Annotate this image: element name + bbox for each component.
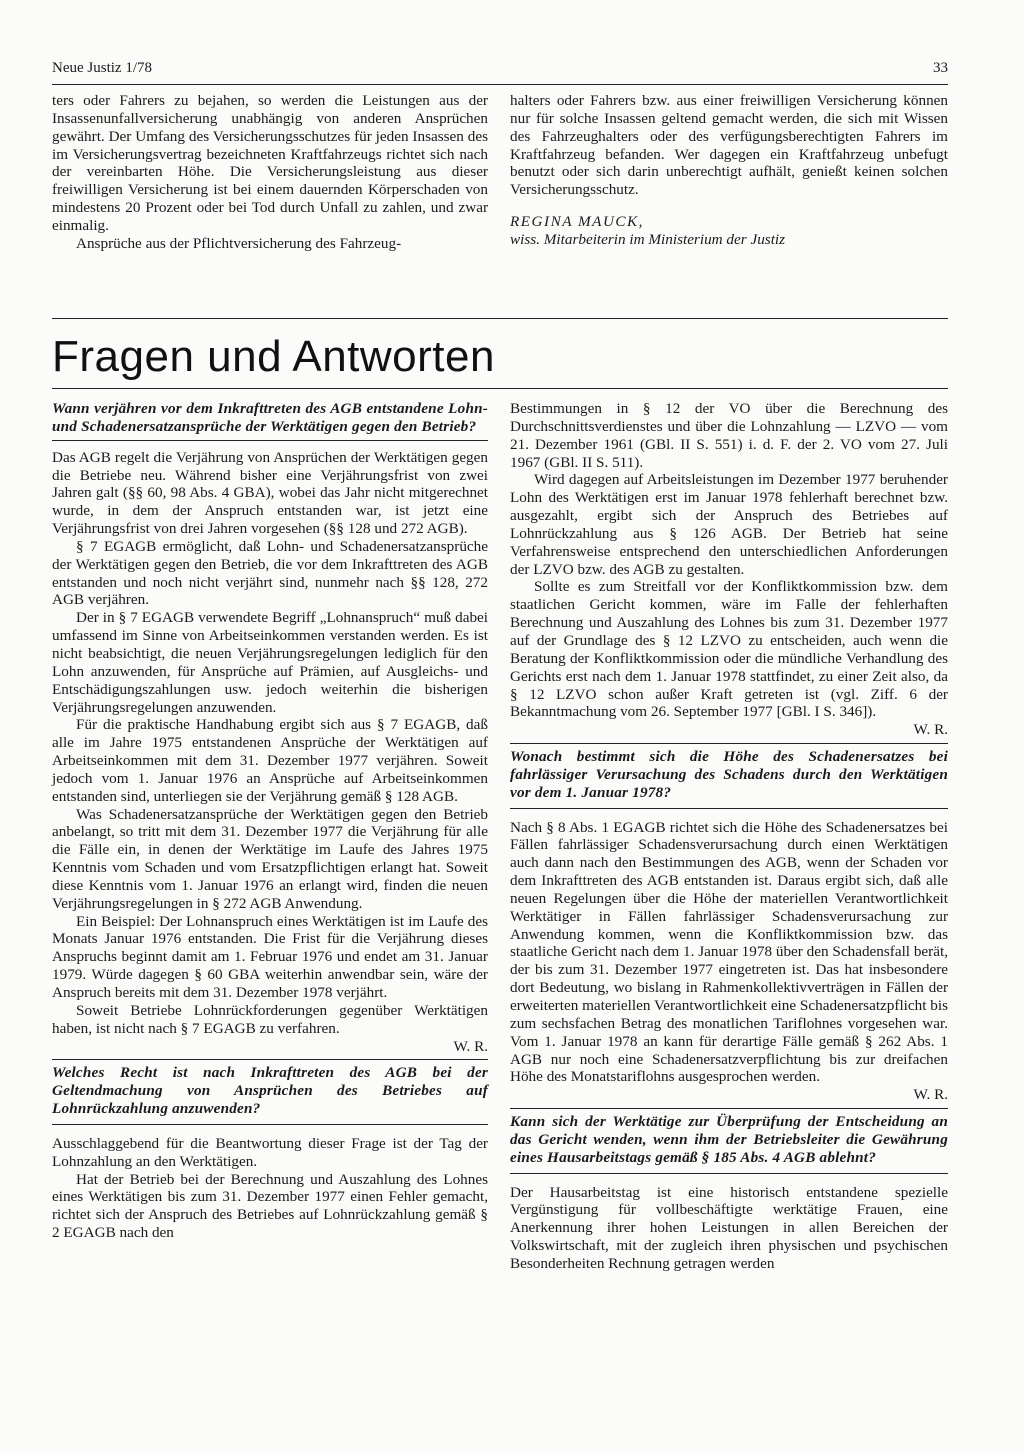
answer-paragraph: Sollte es zum Streitfall vor der Konfliktkommission bzw. dem staatlichen Gericht kommen, wäre im Falle der fehlerhaften Berechnung und Auszahlung des Lohnes bis zum 31. Dezember 1977 auf der Grundlage des § 12 LZVO zu entscheiden, auch wenn die Beratung der Konfliktkommission oder die mündliche Verhandlung des Gerichts erst nach dem 1. Januar 1978 stattfindet, zu einer Zeit also, da § 12 LZVO schon außer Kraft getreten ist (vgl. Ziff. 6 der Bekanntmachung vom 26. September 1977 [GBl. I S. 346]). [510,578,948,721]
answer-paragraph: Der in § 7 EGAGB verwendete Begriff „Lohnanspruch“ muß dabei umfassend im Sinne von Arbeitseinkommen verstanden werden. Es ist nicht beabsichtigt, die neuen Verjährungsregelungen lediglich für den Lohn anzuwenden, für Ansprüche auf Prämien, auf Ausgleichs- und Entschädigungszahlungen usw. jedoch weiterhin die bisherigen Verjährungsregelungen anzuwenden. [52,609,488,716]
left-column [52,392,488,1242]
answer-paragraph: Ausschlaggebend für die Beantwortung dieser Frage ist der Tag der Lohnzahlung an den Werktätigen. [52,1134,488,1170]
section-divider [52,388,948,389]
question-box [52,1059,488,1125]
section-divider [52,318,948,319]
question-box [510,1108,948,1174]
answer-paragraph: Was Schadenersatzansprüche der Werktätigen gegen den Betrieb anbelangt, so tritt mit dem 31. Dezember 1977 die Verjährung für alle die Fälle ein, in denen der Werktätige im Laufe des Jahres 1975 Kenntnis vom Schaden und vom Ersatzpflichtigen erlangt hat. Soweit diese Kenntnis vom 1. Januar 1976 an erlangt wird, finden die neuen Verjährungsregelungen in § 272 AGB Anwendung. [52,805,488,912]
answer-paragraph: Nach § 8 Abs. 1 EGAGB richtet sich die Höhe des Schadenersatzes bei Fällen fahrlässiger Schadensverursachung durch einen Werktätigen auch dann nach den Bestimmungen des AGB, wenn der Schaden vor dem Inkrafttreten des AGB entstanden ist. Daraus ergibt sich, daß alle neuen Regelungen über die Höhe der materiellen Verantwortlichkeit Werktätiger in Fällen fahrlässiger Schadensverursachung zur Anwendung kommen, wenn die Konfliktkommission bzw. das staatliche Gericht nach dem 1. Januar 1978 über den Schadensfall berät, der bis zum 31. Dezember 1977 eingetreten ist. Das hat insbesondere dort Bedeutung, wo bislang in Rahmenkollektivverträgen in Fällen der erweiterten materiellen Verantwortlichkeit eine Schadenersatzpflicht bis zum sechsfachen Betrag des monatlichen Tariflohnes vorgesehen war. Vom 1. Januar 1978 an kann für derartige Fälle gemäß § 262 Abs. 1 AGB nur noch eine Schadenersatzverpflichtung bis zur dreifachen Höhe des Monatstariflohns ausgesprochen werden. [510,818,948,1086]
answer-paragraph: Ein Beispiel: Der Lohnanspruch eines Werktätigen ist im Laufe des Monats Januar 1976 entstanden. Die Frist für die Verjährung dieses Anspruchs beginnt damit am 1. Februar 1976 und endet am 31. Januar 1979. Würde dagegen § 60 GBA weiterhin anwendbar sein, wäre der Anspruch bereits mit dem 31. Dezember 1978 verjährt. [52,912,488,1001]
paragraph: halters oder Fahrers bzw. aus einer freiwilligen Versicherung können nur für solche Insassen geltend gemacht werden, die sich mit Wissen des Fahrzeughalters oder des verfügungsberechtigten Fahrers im Kraftfahrzeug befanden. Wer dagegen ein Kraftfahrzeug unbefugt benutzt oder sich darin unberechtigt aufhält, genießt keinen solchen Versicherungsschutz. [510,92,948,199]
question-rule [52,440,488,441]
journal-issue: Neue Justiz 1/78 [52,60,152,76]
answer-paragraph: Der Hausarbeitstag ist eine historisch entstandene spezielle Vergünstigung für vollbeschäftigte werktätige Frauen, eine Anerkennung ihrer hohen Leistungen in allen Bereichen der Volkswirtschaft, mit der zugleich ihren physischen und psychischen Besonderheiten Rechnung getragen werden [510,1183,948,1272]
top-right-column [510,92,948,249]
paragraph: ters oder Fahrers zu bejahen, so werden die Leistungen aus der Insassenunfallversicherung unabhängig von anderen Ansprüchen gewährt. Der Umfang des Versicherungsschutzes für jeden Insassen des im Versicherungsvertrag bezeichneten Kraftfahrzeugs richtet sich nach der vereinbarten Höhe. Die Versicherungsleistung aus dieser freiwilligen Versicherung ist bei einem dauernden Körperschaden von mindestens 20 Prozent oder bei Tod durch Unfall zu zahlen, und zwar einmalig. [52,92,488,234]
paragraph: Ansprüche aus der Pflichtversicherung des Fahrzeug- [76,234,402,252]
question-heading: Welches Recht ist nach Inkrafttreten des AGB bei der Geltendmachung von Ansprüchen des Betriebes auf Lohnrückzahlung anzuwenden? [52,1064,488,1118]
answer-paragraph: Das AGB regelt die Verjährung von Ansprüchen der Werktätigen gegen die Betriebe neu. Während bisher eine Verjährungsfrist von zwei Jahren galt (§§ 60, 98 Abs. 4 GBA), wobei das Jahr nicht mitgerechnet wurde, in dem der Anspruch entstanden war, ist jetzt eine Verjährungsfrist von drei Jahren vorgesehen (§§ 128 und 272 AGB). [52,448,488,538]
question-heading: Wonach bestimmt sich die Höhe des Schadenersatzes bei fahrlässiger Verursachung des Schadens durch den Werktätigen vor dem 1. Januar 1978? [510,748,948,801]
page-header [52,58,948,85]
top-left-column [52,92,488,253]
right-column [510,400,948,1273]
author-role: wiss. Mitarbeiterin im Ministerium der Justiz [510,230,786,248]
signature: W. R. [913,721,948,739]
answer-paragraph: Für die praktische Handhabung ergibt sich aus § 7 EGAGB, daß alle im Jahre 1975 entstandenen Ansprüche der Werktätigen auf Arbeitseinkommen mit dem 31. Dezember 1977 verjähren. Soweit jedoch vom 1. Januar 1976 an Ansprüche auf Arbeitseinkommen entstanden sind, unterliegen sie der Verjährung gemäß § 128 AGB. [52,716,488,805]
signature: W. R. [913,1086,948,1104]
answer-paragraph: Wird dagegen auf Arbeitsleistungen im Dezember 1977 beruhender Lohn des Werktätigen erst im Januar 1978 fehlerhaft berechnet bzw. ausgezahlt, ergibt sich der Anspruch des Betriebes auf Lohnrückzahlung aus § 126 AGB. Der Betrieb hat seine Verfahrensweise entsprechend den unterschiedlichen Anforderungen der LZVO bzw. des AGB zu gestalten. [510,471,948,578]
question-box [510,743,948,809]
page-number: 33 [933,60,948,76]
question-heading: Wann verjähren vor dem Inkrafttreten des AGB entstandene Lohn- und Schadenersatzansprüche der Werktätigen gegen den Betrieb? [52,400,488,435]
answer-paragraph: Bestimmungen in § 12 der VO über die Berechnung des Durchschnittsverdienstes und über die Lohnzahlung — LZVO — vom 21. Dezember 1961 (GBl. II S. 551) i. d. F. der 2. VO vom 27. Juli 1967 (GBl. II S. 511). [510,400,948,471]
section-title: Fragen und Antworten [52,332,495,381]
answer-paragraph: § 7 EGAGB ermöglicht, daß Lohn- und Schadenersatzansprüche der Werktätigen gegen den Betrieb, die vor dem Inkrafttreten des AGB entstanden und noch nicht verjährt sind, nunmehr nach §§ 128, 272 AGB verjähren. [52,537,488,609]
question-heading: Kann sich der Werktätige zur Überprüfung der Entscheidung an das Gericht wenden, wenn ihm der Betriebsleiter die Gewährung eines Hausarbeitstags gemäß § 185 Abs. 4 AGB ablehnt? [510,1113,948,1166]
signature: W. R. [453,1037,488,1055]
answer-paragraph: Soweit Betriebe Lohnrückforderungen gegenüber Werktätigen haben, ist nicht nach § 7 EGAGB zu verfahren. [52,1001,488,1037]
author-name: REGINA MAUCK, [510,213,644,231]
answer-paragraph: Hat der Betrieb bei der Berechnung und Auszahlung des Lohnes eines Werktätigen bis zum 31. Dezember 1977 einen Fehler gemacht, richtet sich der Anspruch des Betriebes auf Lohnrückzahlung gemäß § 2 EGAGB nach den [52,1170,488,1242]
